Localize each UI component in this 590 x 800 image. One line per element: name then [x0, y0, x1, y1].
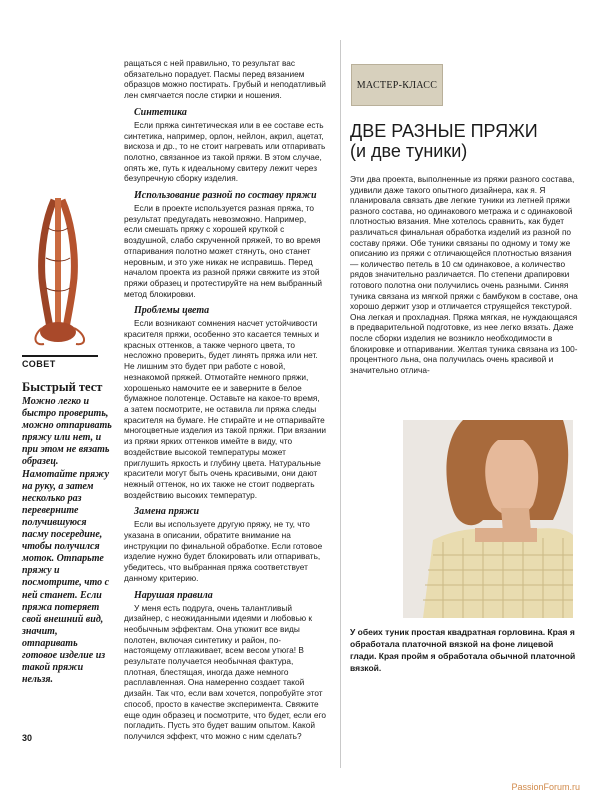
section-label-text: МАСТЕР-КЛАСС — [356, 79, 438, 91]
heading-replace-yarn: Замена пряжи — [134, 506, 200, 518]
paragraph-synthetics: Если пряжа синтетическая или в ее составе есть синтетика, например, орлон, нейлон, акрил, ацетат, вискоза и др., то не стоит нагревать или отпаривать полотно, связанное из такой пряжи. В этом случае, опять же, путь к идеальному свитеру лежит через безупречную сборку изделия. — [124, 119, 326, 184]
article-title-line2: (и две туники) — [350, 141, 468, 161]
page-number: 30 — [22, 733, 33, 743]
heading-breaking-rules: Нарушая правила — [134, 589, 213, 601]
section-label — [351, 64, 443, 106]
tunic-photo — [403, 420, 573, 618]
column-divider — [340, 40, 341, 768]
tip-label: СОВЕТ — [22, 355, 98, 369]
paragraph-breaking-rules: У меня есть подруга, очень талантливый дизайнер, с неожиданными идеями и любовью к необычным эффектам. Она утюжит все виды полотен, включая синтетику и район, по-настоящему отглаживает, всем весом утюга! В результате получается необычная фактура, плотная, блестящая, иногда даже немного расплавленная. Она намеренно создает такой дизайн. Так что, если вам хочется, попробуйте этот способ, просто в качестве эксперимента. Свяжите еще один образец и посмотрите, что будет, если его погладить. Пусть это будет вашим опытом. Какой получился эффект, что можно с ним сделать? — [124, 602, 326, 741]
paragraph-mixed-yarn: Если в проекте используется разная пряжа, то результат предугадать невозможно. Например, если смешать пряжу с хорошей круткой с воздушной, слабо скрученной пряжей, то во время отпаривания полотно может стянуть, оно станет неровным, и это уже никак не исправишь. Перед началом проекта из разной пряжи свяжите из этой пряжи образец и протестируйте на нем выбранный метод блокировки. — [124, 203, 323, 299]
heading-color: Проблемы цвета — [134, 305, 210, 317]
paragraph-color: Если возникают сомнения насчет устойчивости красителя пряжи, особенно это касается темных и красных оттенков, а также черного цвета, то несложно проверить, будет линять пряжа или нет. Не лишним это будет при работе с новой, незнакомой пряжей. Отмотайте немного пряжи, хорошенько намочите ее и заверните в белое бумажное полотенце. Оставьте на какое-то время, а затем посмотрите, не оставила ли пряжа следы красителя на бумаге. Не стирайте и не отпаривайте многоцветные изделия из такой пряжи. При вязании из пряжи ярких оттенков имейте в виду, что воздействие высокой температуры может приглушить яркость и глубину цвета. Натуральные красители могут быть очень красивыми, они дают нежный оттенок, но их также не стоит подвергать воздействию высоких температур. — [124, 318, 326, 500]
middle-column — [124, 58, 326, 742]
intro-paragraph: ращаться с ней правильно, то результат вас обязательно порадует. Пасмы перед вязанием образцов можно постирать. Грубый и неподатливый лен смягчается после стирки и ношения. — [124, 58, 326, 101]
article-title-line1: ДВЕ РАЗНЫЕ ПРЯЖИ — [350, 121, 538, 141]
paragraph-replace-yarn: Если вы используете другую пряжу, не ту, что указана в описании, обратите внимание на инструкции по финальной обработке. Если готовое изделие нужно будет блокировать или отпаривать, убедитесь, что выбранная пряжа соответствует данному критерию. — [124, 519, 323, 583]
photo-caption: У обеих туник простая квадратная горловина. Края я обработала платочной вязкой на фоне лицевой глади. Края пройм я обработала обычной платочной вязкой. — [350, 627, 576, 673]
article-title — [350, 121, 580, 161]
tip-text: Можно легко и быстро проверить, можно отпаривать пряжу или нет, и при этом не вязать образец. Намотайте пряжу на руку, а затем несколько раз переверните получившуюся пасму посередине, чтобы получился моток. Отпарьте пряжу и посмотрите, что с ней станет. Если пряжа потеряет свой внешний вид, значит, отпаривать готовое изделие из такой пряжи нельзя. — [22, 396, 112, 686]
heading-synthetics: Синтетика — [134, 106, 187, 118]
yarn-skein-image — [28, 198, 94, 348]
heading-mixed-yarn: Использование разной по составу пряжи — [134, 190, 317, 202]
tip-title: Быстрый тест — [22, 380, 103, 394]
watermark: PassionForum.ru — [511, 782, 580, 792]
article-body: Эти два проекта, выполненные из пряжи разного состава, удивили даже такого опытного дизайнера, как я. Я планировала связать две легкие туники из летней пряжи разного состава, но одинакового метража и с одинаковой плотностью вязания. Мне хотелось сравнить, как будет различаться финальная обработка изделий из разной по составу пряжи. Обе туники связаны по одному и тому же описанию из пряжи с отличающейся плотностью вязания — количество петель в 10 см одинаковое, а количество рядов значительно различается. По степени драпировки готового полотна они получились очень разными. Синяя туника связана из мягкой пряжи с бамбуком в составе, она хорошо держит узор и отличается струящейся текстурой. Она легкая и прохладная. Пряжа мягкая, не нуждающаяся в предварительной подготовке, из нее легко вязать. Даже после сборки изделия не возникло необходимости в блокировке и отпаривании. Желтая туника связана из 100-процентного льна, она получилась очень красивой и значительно отлича- — [350, 174, 578, 375]
